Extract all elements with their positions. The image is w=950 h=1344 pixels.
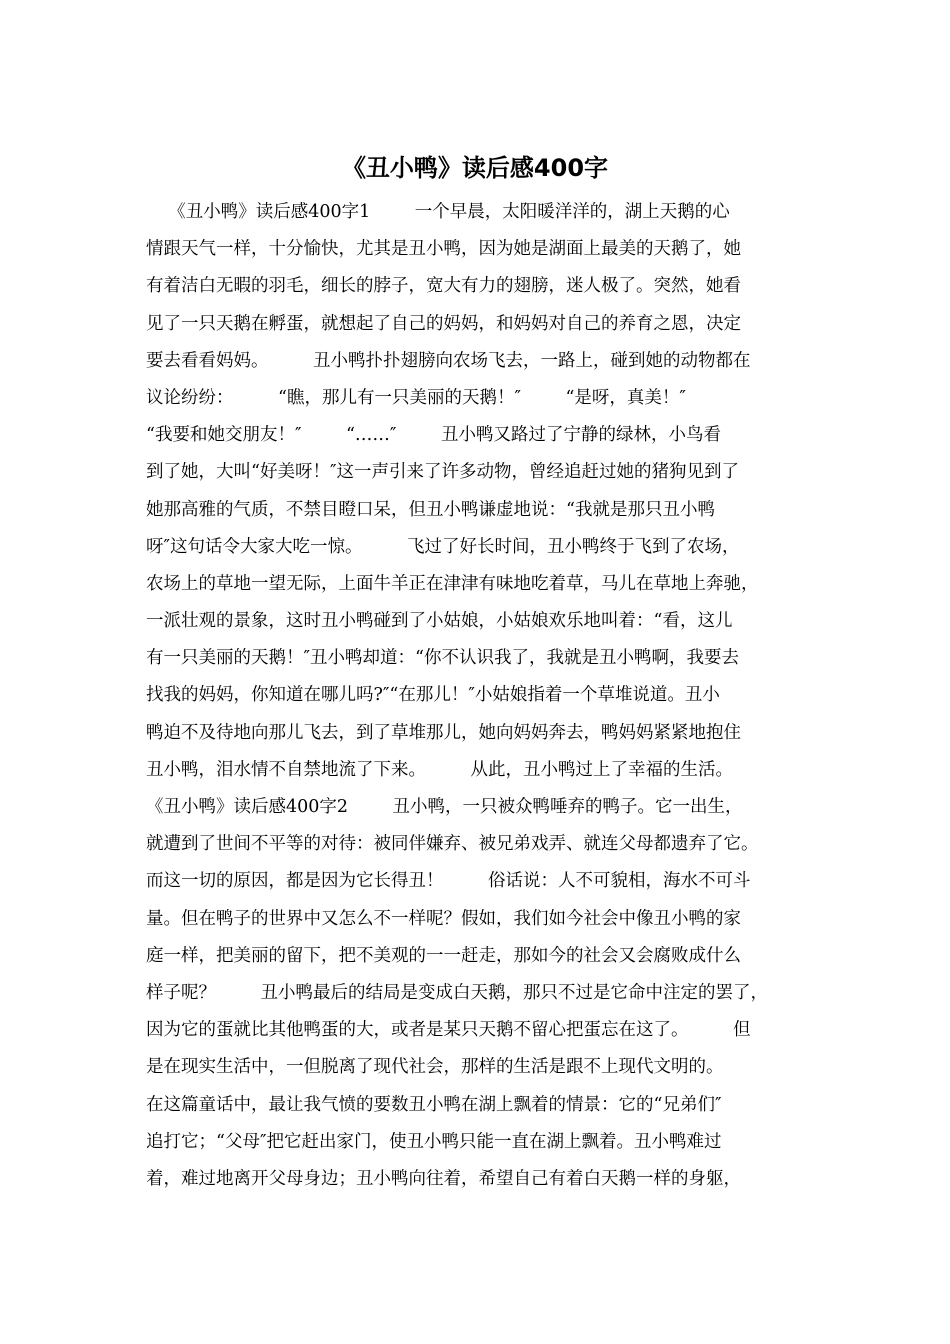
text-line: 样子呢？ 丑小鸭最后的结局是变成白天鹅，那只不过是它命中注定的罢了， xyxy=(146,982,768,1003)
text-line: 追打它；“父母″把它赶出家门，使丑小鸭只能一直在湖上飘着。丑小鸭难过 xyxy=(146,1131,722,1152)
text-line: 要去看看妈妈。 丑小鸭扑扑翅膀向农场飞去，一路上，碰到她的动物都在 xyxy=(146,350,751,371)
text-line: 丑小鸭，泪水情不自禁地流了下来。 从此，丑小鸭过上了幸福的生活。 xyxy=(146,759,733,780)
text-line: 在这篇童话中，最让我气愤的要数丑小鸭在湖上飘着的情景：它的“兄弟们″ xyxy=(146,1094,722,1115)
text-line: 《丑小鸭》读后感400字2 丑小鸭，一只被众鸭唾弃的鸭子。它一出生， xyxy=(146,797,743,817)
text-line: 因为它的蛋就比其他鸭蛋的大，或者是某只天鹅不留心把蛋忘在这了。 但 xyxy=(146,1020,751,1041)
text-line: 呀″这句话令大家大吃一惊。 飞过了好长时间，丑小鸭终于飞到了农场， xyxy=(146,536,740,557)
text-line: 量。但在鸭子的世界中又怎么不一样呢？假如，我们如今社会中像丑小鸭的家 xyxy=(146,908,741,929)
text-line: 她那高雅的气质，不禁目瞪口呆，但丑小鸭谦虚地说：“我就是那只丑小鸭 xyxy=(146,499,715,520)
text-line: 有着洁白无暇的羽毛，细长的脖子，宽大有力的翅膀，迷人极了。突然，她看 xyxy=(146,276,741,297)
document-body xyxy=(146,194,810,1198)
text-line: 情跟天气一样，十分愉快，尤其是丑小鸭，因为她是湖面上最美的天鹅了，她 xyxy=(146,239,741,260)
text-line: 一派壮观的景象，这时丑小鸭碰到了小姑娘，小姑娘欢乐地叫着：“看，这儿 xyxy=(146,611,733,632)
text-line: 议论纷纷： “瞧，那儿有一只美丽的天鹅！″ “是呀，真美！″ xyxy=(146,387,686,408)
text-line: 鸭迫不及待地向那儿飞去，到了草堆那儿，她向妈妈奔去，鸭妈妈紧紧地抱住 xyxy=(146,722,741,743)
text-line: 是在现实生活中，一但脱离了现代社会，那样的生活是跟不上现代文明的。 xyxy=(146,1057,724,1078)
text-line: 到了她，大叫“好美呀！″这一声引来了许多动物，曾经追赶过她的猪狗见到了 xyxy=(146,462,739,483)
text-line: 《丑小鸭》读后感400字1 一个早晨，太阳暖洋洋的，湖上天鹅的心 xyxy=(146,202,730,222)
text-line: 找我的妈妈，你知道在哪儿吗?″“在那儿！″小姑娘指着一个草堆说道。丑小 xyxy=(146,685,720,706)
text-line: 农场上的草地一望无际，上面牛羊正在津津有味地吃着草，马儿在草地上奔驰， xyxy=(146,573,759,594)
text-line: 庭一样，把美丽的留下，把不美观的一一赶走，那如今的社会又会腐败成什么 xyxy=(146,945,741,966)
text-line: “我要和她交朋友！″ “……″ 丑小鸭又路过了宁静的绿林，小鸟看 xyxy=(146,425,721,446)
text-line: 着，难过地离开父母身边；丑小鸭向往着，希望自己有着白天鹅一样的身躯， xyxy=(146,1168,741,1189)
document-title: 《丑小鸭》读后感400字 xyxy=(341,154,609,182)
text-line: 有一只美丽的天鹅！″丑小鸭却道：“你不认识我了，我就是丑小鸭啊，我要去 xyxy=(146,648,739,669)
text-line: 而这一切的原因，都是因为它长得丑！ 俗话说：人不可貌相，海水不可斗 xyxy=(146,871,751,892)
text-line: 就遭到了世间不平等的对待：被同伴嫌弃、被兄弟戏弄、就连父母都遗弃了它。 xyxy=(146,834,759,855)
text-line: 见了一只天鹅在孵蛋，就想起了自己的妈妈，和妈妈对自己的养育之恩，决定 xyxy=(146,313,741,334)
